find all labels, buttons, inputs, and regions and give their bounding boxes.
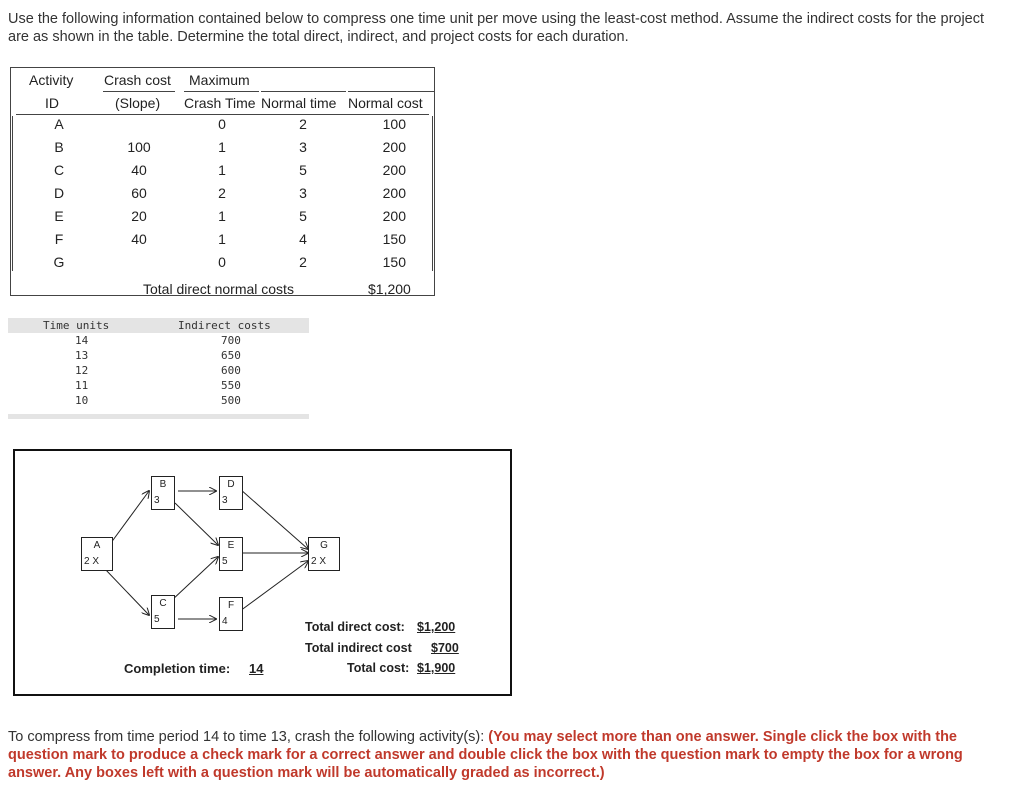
total-direct-cost-label: Total direct cost: — [305, 620, 405, 634]
node-b — [151, 476, 175, 510]
activity-cell-max-crash: 1 — [218, 162, 226, 178]
completion-time-value: 14 — [249, 661, 264, 676]
instruction-plain: To compress from time period 14 to time 13, crash the following activity(s): — [8, 729, 489, 745]
indirect-cost-cell: 650 — [221, 349, 241, 362]
table-footer-bar — [8, 414, 309, 419]
header-crash-cost: Crash cost — [104, 72, 171, 88]
total-indirect-cost-label: Total indirect cost — [305, 641, 412, 655]
arrow-b-e — [175, 503, 218, 545]
activity-cell-max-crash: 1 — [218, 139, 226, 155]
arrow-c-e — [171, 557, 218, 601]
activity-cell-normal-time: 5 — [299, 162, 307, 178]
divider — [16, 114, 429, 115]
activity-cell-id: G — [53, 254, 65, 270]
node-label: C — [159, 598, 167, 609]
header-crash-time: Crash Time — [184, 95, 256, 111]
divider — [261, 91, 346, 92]
activity-cell-slope: 20 — [131, 208, 147, 224]
activity-cell-normal-time: 3 — [299, 139, 307, 155]
node-duration: 5 — [222, 556, 228, 567]
divider — [432, 116, 433, 271]
node-duration: 3 — [222, 495, 228, 506]
indirect-header — [8, 318, 309, 333]
arrow-d-g — [240, 489, 308, 549]
header-slope: (Slope) — [115, 95, 161, 111]
activity-cell-normal-time: 3 — [299, 185, 307, 201]
node-e — [219, 537, 243, 571]
activity-cell-normal-time: 4 — [299, 231, 307, 247]
activity-cell-slope: 40 — [131, 231, 147, 247]
node-duration: 2 X — [311, 556, 327, 567]
indirect-cost-cell: 500 — [221, 394, 241, 407]
node-a — [81, 537, 113, 571]
activity-cell-normal-time: 2 — [299, 254, 307, 270]
activity-cell-max-crash: 2 — [218, 185, 226, 201]
total-direct-value: $1,200 — [368, 281, 411, 297]
activity-cell-id: F — [54, 231, 64, 247]
divider — [103, 91, 175, 92]
total-cost-value: $1,900 — [417, 661, 456, 675]
time-units-cell: 11 — [75, 379, 89, 392]
activity-table — [10, 67, 435, 296]
time-units-cell: 12 — [75, 364, 89, 377]
activity-cell-normal-cost: 200 — [382, 139, 406, 155]
arrow-f-g — [240, 561, 308, 611]
time-units-cell: 14 — [75, 334, 89, 347]
indirect-costs-table — [8, 318, 309, 419]
activity-cell-normal-cost: 100 — [382, 116, 406, 132]
instruction-text — [8, 728, 998, 782]
node-duration: 3 — [154, 495, 160, 506]
activity-cell-id: D — [53, 185, 65, 201]
activity-cell-normal-time: 5 — [299, 208, 307, 224]
arrow-a-c — [105, 569, 149, 615]
total-direct-cost-value: $1,200 — [417, 620, 456, 634]
activity-cell-max-crash: 0 — [218, 254, 226, 270]
header-activity: Activity — [29, 72, 74, 88]
header-maximum: Maximum — [189, 72, 250, 88]
indirect-cost-cell: 700 — [221, 334, 241, 347]
total-direct-label: Total direct normal costs — [143, 281, 294, 297]
indirect-cost-cell: 600 — [221, 364, 241, 377]
activity-cell-max-crash: 1 — [218, 208, 226, 224]
node-label: F — [227, 600, 235, 611]
divider — [348, 91, 434, 92]
network-arrows — [15, 451, 510, 694]
instruction-note: (You may select more than one answer. Single click the box with the question mark to produce a check mark for a correct answer and double click the box with the question mark to empty the box for a wrong answer. Any boxes left with a question mark will be automatically graded as incorrect.) — [8, 729, 963, 781]
network-diagram — [13, 449, 512, 696]
node-label: D — [227, 479, 235, 490]
header-normal-cost: Normal cost — [348, 95, 423, 111]
activity-cell-id: C — [53, 162, 65, 178]
indirect-cost-cell: 550 — [221, 379, 241, 392]
node-duration: 5 — [154, 614, 160, 625]
header-time-units: Time units — [43, 319, 110, 332]
activity-cell-slope: 100 — [127, 139, 151, 155]
completion-time-label: Completion time: — [124, 661, 231, 676]
activity-cell-slope: 40 — [131, 162, 147, 178]
node-duration: 2 X — [84, 556, 100, 567]
activity-cell-max-crash: 0 — [218, 116, 226, 132]
divider — [184, 91, 259, 92]
intro-text: Use the following information contained below to compress one time unit per move using the least-cost method. Assume the indirect costs for the project are as shown in the table. Determine the total direct, indirect, and project costs for each duration. — [8, 11, 985, 45]
header-indirect-costs: Indirect costs — [178, 319, 271, 332]
divider — [12, 116, 13, 271]
node-duration: 4 — [222, 616, 228, 627]
activity-cell-max-crash: 1 — [218, 231, 226, 247]
activity-cell-id: E — [54, 208, 64, 224]
time-units-cell: 10 — [75, 394, 89, 407]
node-label: G — [320, 540, 328, 551]
node-d — [219, 476, 243, 510]
node-f — [219, 597, 243, 631]
node-g — [308, 537, 340, 571]
activity-cell-normal-cost: 200 — [382, 208, 406, 224]
node-label: E — [227, 540, 235, 551]
total-cost-label: Total cost: — [347, 661, 410, 675]
activity-cell-normal-cost: 200 — [382, 162, 406, 178]
activity-cell-normal-cost: 200 — [382, 185, 406, 201]
node-label: B — [159, 479, 167, 490]
time-units-cell: 13 — [75, 349, 89, 362]
header-id: ID — [45, 95, 59, 111]
node-c — [151, 595, 175, 629]
activity-cell-normal-cost: 150 — [382, 231, 406, 247]
node-label: A — [93, 540, 101, 551]
activity-cell-slope: 60 — [131, 185, 147, 201]
header-normal-time: Normal time — [261, 95, 337, 111]
activity-cell-id: B — [54, 139, 64, 155]
activity-cell-id: A — [54, 116, 64, 132]
total-indirect-cost-value: $700 — [431, 641, 459, 655]
activity-cell-normal-cost: 150 — [382, 254, 406, 270]
activity-cell-normal-time: 2 — [299, 116, 307, 132]
